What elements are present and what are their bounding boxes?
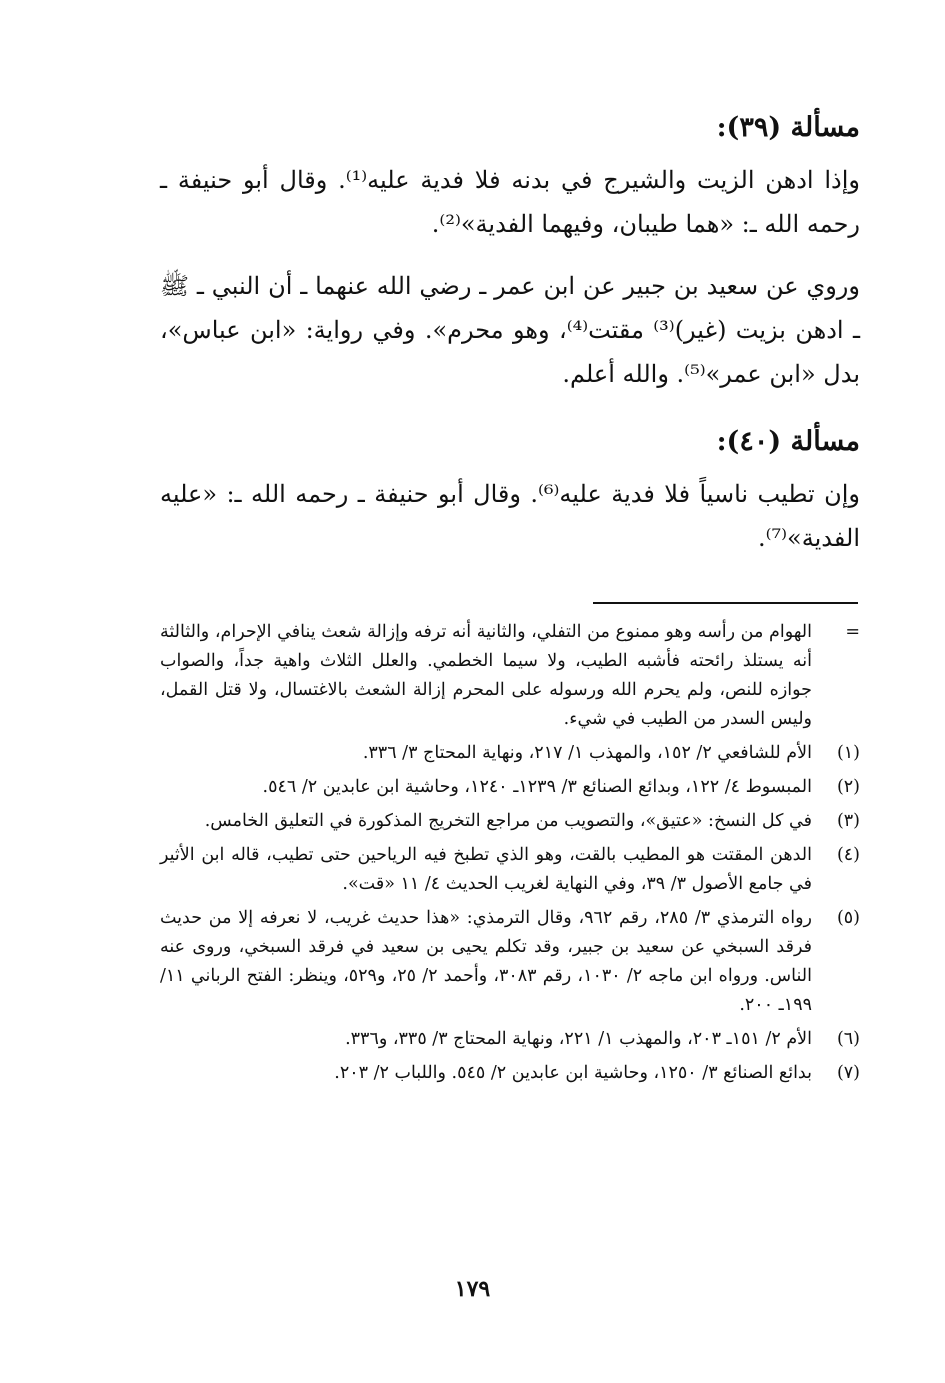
footnote-continuation [160, 618, 860, 734]
main-text [160, 108, 860, 578]
page-number: ١٧٩ [454, 1276, 491, 1302]
footnote-6 [160, 1025, 860, 1054]
footnote-4 [160, 841, 860, 899]
footnote-2 [160, 773, 860, 802]
footnote-number: (٢) [836, 777, 860, 797]
footnote-1 [160, 739, 860, 768]
paragraph: وروي عن سعيد بن جبير عن ابن عمر ـ رضي الله عنهما ـ أن النبي ـ ﷺ ـ ادهن بزيت (غير)⁽³⁾ مقتت⁽⁴⁾، وهو محرم». وفي رواية: «ابن عباس»، بدل «ابن عمر»⁽⁵⁾. والله أعلم. [160, 272, 860, 388]
footnote-number: (٦) [836, 1029, 860, 1049]
footnote-marker: = [845, 622, 860, 642]
footnote-separator [593, 602, 858, 604]
footnote-7 [160, 1059, 860, 1088]
footnote-text: المبسوط ٤/ ١٢٢، وبدائع الصنائع ٣/ ١٢٣٩ـ ١٢٤٠، وحاشية ابن عابدين ٢/ ٥٤٦. [262, 777, 812, 797]
footnote-text: الدهن المقتت هو المطيب بالقت، وهو الذي تطبخ فيه الرياحين حتى تطيب، قاله ابن الأثير في جامع الأصول ٣/ ٣٩، وفي النهاية لغريب الحديث ٤/ ١١ «قت». [160, 845, 812, 894]
footnote-number: (٤) [836, 845, 860, 865]
footnote-number: (١) [836, 743, 860, 763]
footnote-number: (٧) [836, 1063, 860, 1083]
footnote-3 [160, 807, 860, 836]
paragraph: وإذا ادهن الزيت والشيرج في بدنه فلا فدية عليه⁽¹⁾. وقال أبو حنيفة ـ رحمه الله ـ: «هما طيبان، وفيهما الفدية»⁽²⁾. [160, 166, 860, 238]
section-heading: مسألة (٤٠): [716, 426, 860, 457]
footnote-text: رواه الترمذي ٣/ ٢٨٥، رقم ٩٦٢، وقال الترمذي: «هذا حديث غريب، لا نعرفه إلا من حديث فرقد السبخي عن سعيد بن جبير، وقد تكلم يحيى بن سعيد في فرقد السبخي، وروى عنه الناس. ورواه ابن ماجه ٢/ ١٠٣٠، رقم ٣٠٨٣، وأحمد ٢/ ٢٥، و٥٢٩، وينظر: الفتح الرباني ١١/ ١٩٩ـ ٢٠٠. [160, 908, 812, 1015]
section-heading: مسألة (٣٩): [716, 112, 860, 143]
section-39 [160, 108, 860, 396]
footnote-number: (٥) [836, 908, 860, 928]
footnotes [160, 618, 860, 1093]
paragraph: وإن تطيب ناسياً فلا فدية عليه⁽⁶⁾. وقال أبو حنيفة ـ رحمه الله ـ: «عليه الفدية»⁽⁷⁾. [160, 480, 861, 552]
footnote-text: في كل النسخ: «عتيق»، والتصويب من مراجع التخريج المذكورة في التعليق الخامس. [204, 811, 812, 831]
footnote-text: الأم ٢/ ١٥١ـ ٢٠٣، والمهذب ١/ ٢٢١، ونهاية المحتاج ٣/ ٣٣٥، و٣٣٦. [345, 1029, 812, 1049]
section-40 [160, 422, 860, 560]
footnote-5 [160, 904, 860, 1020]
footnote-text: الأم للشافعي ٢/ ١٥٢، والمهذب ١/ ٢١٧، ونهاية المحتاج ٣/ ٣٣٦. [362, 743, 812, 763]
footnote-text: بدائع الصنائع ٣/ ١٢٥٠، وحاشية ابن عابدين ٢/ ٥٤٥. واللباب ٢/ ٢٠٣. [334, 1063, 812, 1083]
footnote-number: (٣) [836, 811, 860, 831]
footnote-text: الهوام من رأسه وهو ممنوع من التفلي، والثانية أنه ترفه وإزالة شعث ينافي الإحرام، والثالثة أنه يستلذ رائحته فأشبه الطيب، ولا سيما الخطمي. والعلل الثلاث واهية جداً، والصواب جوازه للنص، ولم يحرم الله ورسوله على المحرم إزالة الشعث بالاغتسال، ولا قتل القمل، وليس السدر من الطيب في شيء. [160, 622, 812, 729]
